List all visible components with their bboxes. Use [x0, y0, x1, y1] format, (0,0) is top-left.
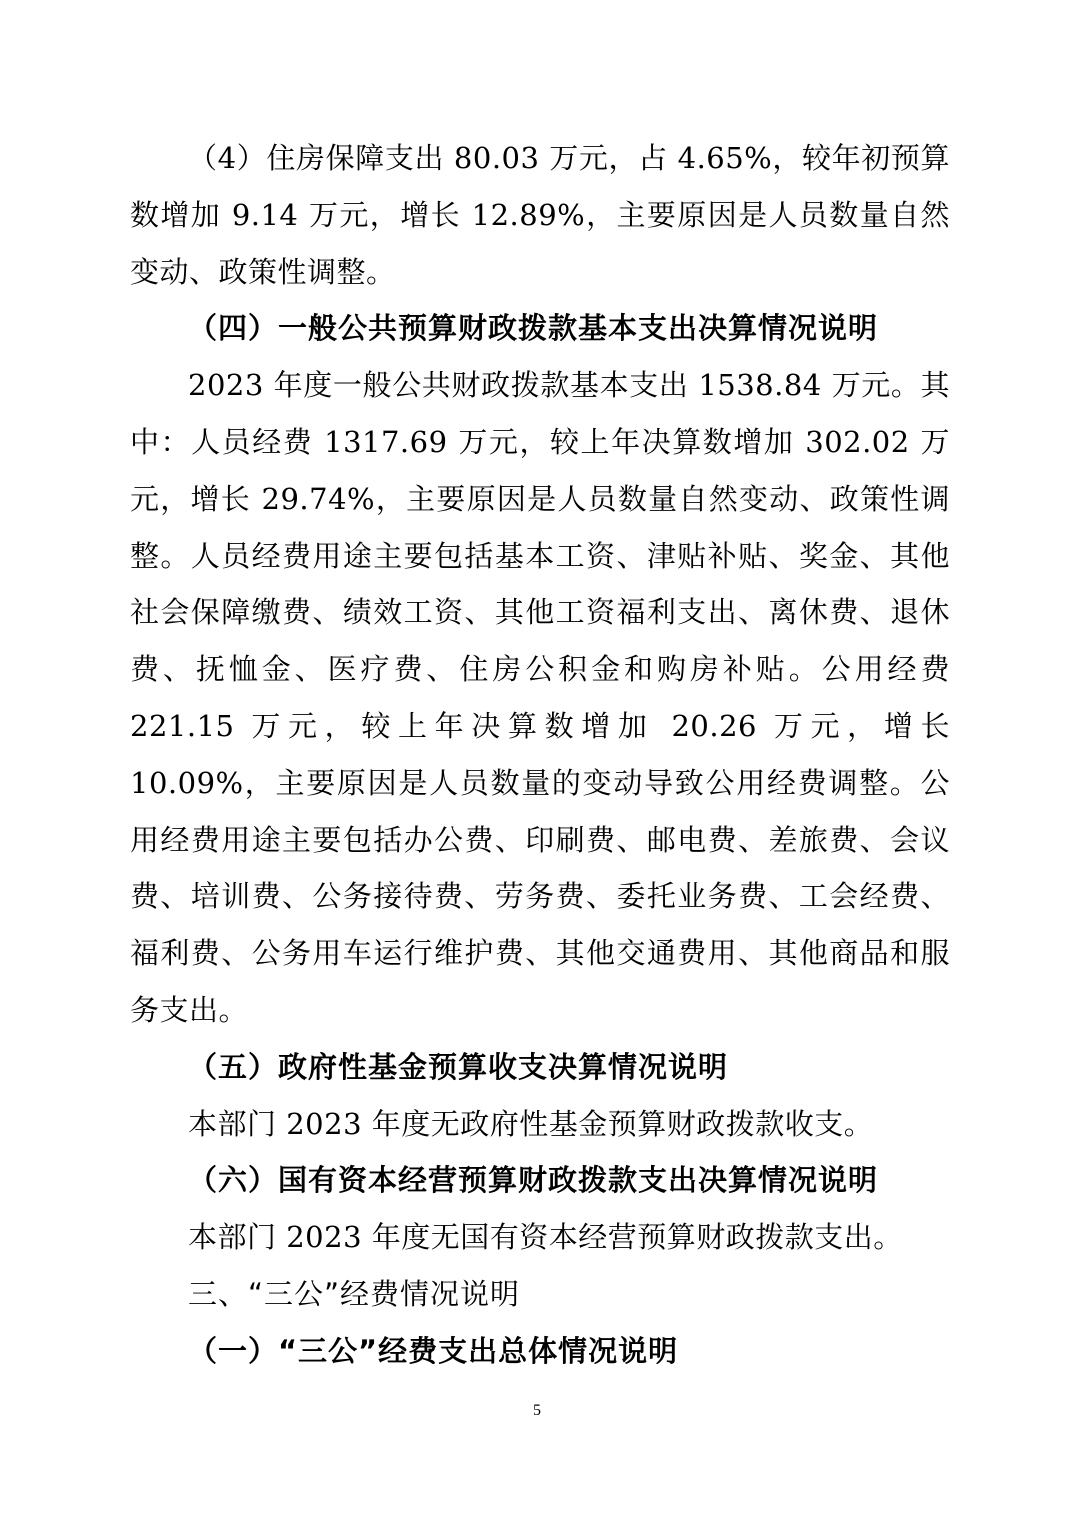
subsection-three-public-overview: （一）“三公”经费支出总体情况说明	[188, 1333, 679, 1368]
document-body	[130, 130, 950, 1380]
paragraph-basic-expenditure: 2023 年度一般公共财政拨款基本支出 1538.84 万元。其中：人员经费 1317.69 万元，较上年决算数增加 302.02 万元，增长 29.74%，主要原因是人员数量自然变动、政策性调整。人员经费用途主要包括基本工资、津贴补贴、奖金、其他社会保障缴费、绩效工资、其他工资福利支出、离休费、退休费、抚恤金、医疗费、住房公积金和购房补贴。公用经费 221.15 万元，较上年决算数增加 20.26 万元，增长 10.09%，主要原因是人员数量的变动导致公用经费调整。公用经费用途主要包括办公费、印刷费、邮电费、差旅费、会议费、培训费、公务接待费、劳务费、委托业务费、工会经费、福利费、公务用车运行维护费、其他交通费用、其他商品和服务支出。	[130, 368, 950, 1027]
paragraph-government-fund: 本部门 2023 年度无政府性基金预算财政拨款收支。	[188, 1106, 874, 1141]
paragraph-housing-expenditure: （4）住房保障支出 80.03 万元，占 4.65%，较年初预算数增加 9.14 万元，增长 12.89%，主要原因是人员数量自然变动、政策性调整。	[130, 141, 950, 289]
heading-state-capital: （六）国有资本经营预算财政拨款支出决算情况说明	[188, 1163, 879, 1198]
paragraph-state-capital: 本部门 2023 年度无国有资本经营预算财政拨款支出。	[188, 1220, 903, 1255]
page-number: 5	[533, 1402, 541, 1419]
heading-basic-expenditure: （四）一般公共预算财政拨款基本支出决算情况说明	[188, 311, 879, 346]
heading-government-fund: （五）政府性基金预算收支决算情况说明	[188, 1049, 729, 1084]
section-three-public-expenses: 三、“三公”经费情况说明	[188, 1276, 521, 1311]
